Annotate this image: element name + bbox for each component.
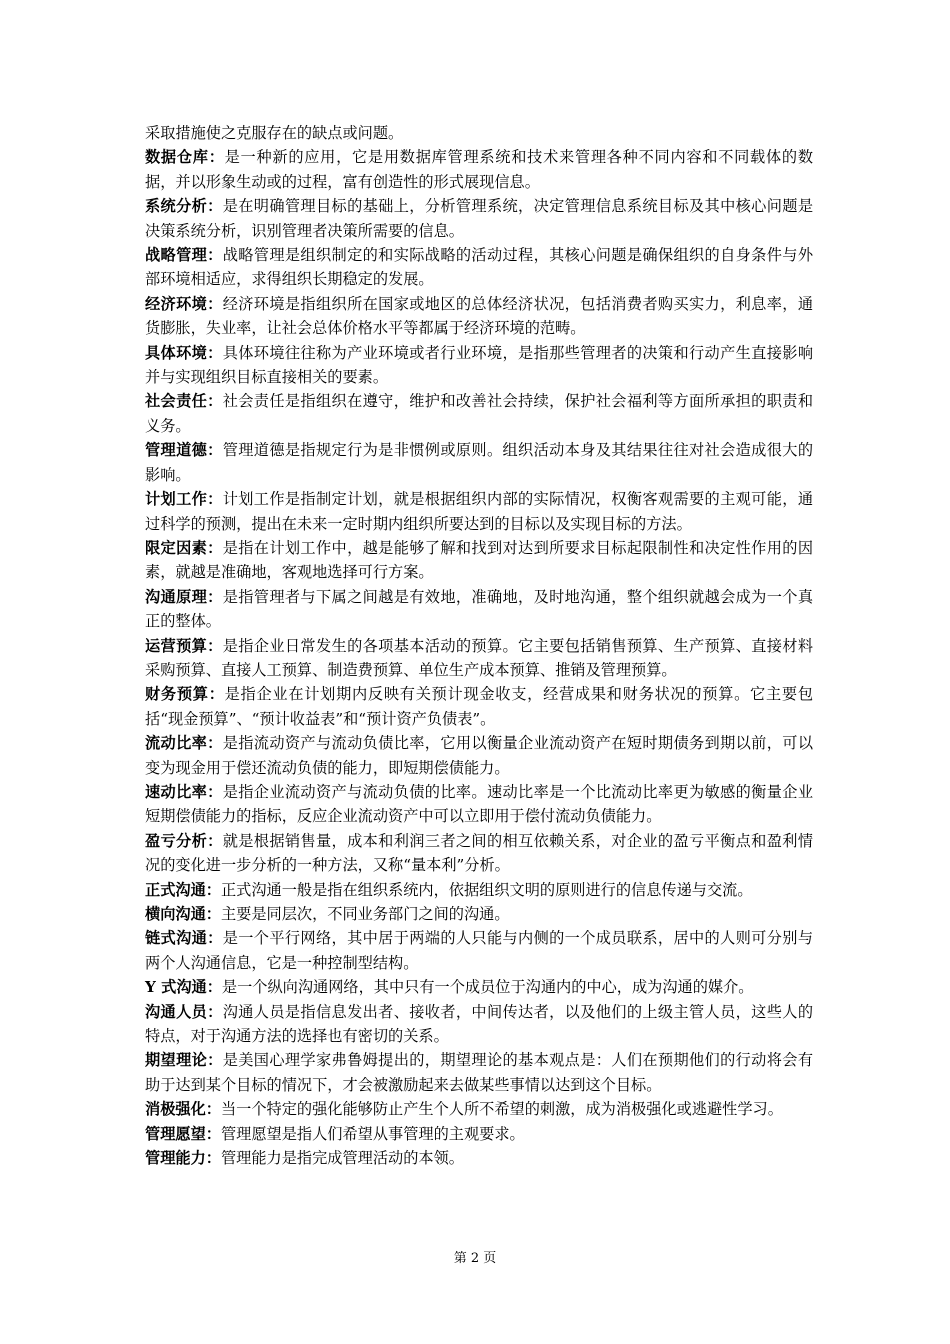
glossary-entry bbox=[145, 121, 813, 145]
glossary-definition: 管理愿望是指人们希望从事管理的主观要求。 bbox=[220, 1124, 525, 1143]
glossary-entry bbox=[145, 878, 813, 902]
glossary-definition: 采取措施使之克服存在的缺点或问题。 bbox=[145, 124, 404, 142]
glossary-term: 消极强化： bbox=[145, 1100, 221, 1119]
glossary-term: 计划工作： bbox=[145, 490, 223, 509]
glossary-term: 数据仓库： bbox=[145, 148, 225, 167]
glossary-term: 管理愿望： bbox=[145, 1124, 221, 1143]
glossary-term: 经济环境： bbox=[145, 294, 223, 313]
glossary-entry bbox=[145, 243, 813, 292]
glossary-definition: 是指在计划工作中，越是能够了解和找到对达到所要求目标起限制性和决定性作用的因素，就越是准确地，客观地选择可行方案。 bbox=[145, 538, 814, 582]
glossary-definition: 是在明确管理目标的基础上，分析管理系统，决定管理信息系统目标及其中核心问题是决策系统分析，识别管理者决策所需要的信息。 bbox=[145, 197, 814, 240]
glossary-definition: 就是根据销售量，成本和利润三者之间的相互依赖关系，对企业的盈亏平衡点和盈利情况的变化进一步分析的一种方法，又称“量本利”分析。 bbox=[145, 831, 814, 875]
glossary-entry bbox=[145, 536, 813, 585]
glossary-definition: 沟通人员是指信息发出者、接收者，中间传达者，以及他们的上级主管人员，这些人的特点，对于沟通方法的选择也有密切的关系。 bbox=[145, 1002, 814, 1046]
glossary-term: 正式沟通： bbox=[145, 880, 221, 899]
glossary-term: 运营预算： bbox=[145, 636, 223, 655]
glossary-entry bbox=[145, 902, 813, 926]
glossary-entry bbox=[145, 682, 813, 731]
glossary-definition: 是一个纵向沟通网络，其中只有一个成员位于沟通内的中心，成为沟通的媒介。 bbox=[221, 978, 754, 997]
glossary-term: 盈亏分析： bbox=[145, 831, 223, 850]
glossary-entry bbox=[145, 975, 813, 999]
glossary-term: Y 式沟通： bbox=[145, 978, 222, 997]
glossary-term: 管理能力： bbox=[145, 1149, 221, 1168]
glossary-definition: 社会责任是指组织在遵守，维护和改善社会持续，保护社会福利等方面所承担的职责和义务。 bbox=[145, 392, 814, 435]
glossary-term: 社会责任： bbox=[145, 392, 223, 411]
glossary-entry bbox=[145, 780, 813, 829]
glossary-entry bbox=[145, 487, 813, 536]
glossary-entry bbox=[145, 1048, 813, 1097]
glossary-entry bbox=[145, 829, 813, 878]
glossary-entry bbox=[145, 731, 813, 780]
glossary-term: 具体环境： bbox=[145, 343, 223, 362]
glossary-definition: 经济环境是指组织所在国家或地区的总体经济状况，包括消费者购买实力，利息率，通货膨胀，失业率，让社会总体价格水平等都属于经济环境的范畴。 bbox=[145, 294, 814, 338]
glossary-definition: 是一个平行网络，其中居于两端的人只能与内侧的一个成员联系，居中的人则可分别与两个人沟通信息，它是一种控制型结构。 bbox=[145, 929, 814, 972]
glossary-definition: 主要是同层次，不同业务部门之间的沟通。 bbox=[220, 905, 510, 923]
glossary-entry bbox=[145, 1122, 813, 1146]
glossary-term: 速动比率： bbox=[145, 782, 223, 801]
glossary-definition: 是指企业流动资产与流动负债的比率。速动比率是一个比流动比率更为敏感的衡量企业短期偿债能力的指标，反应企业流动资产中可以立即用于偿付流动负债能力。 bbox=[145, 782, 814, 826]
glossary-body bbox=[145, 121, 813, 1170]
glossary-term: 管理道德： bbox=[145, 441, 223, 460]
glossary-term: 流动比率： bbox=[145, 734, 223, 753]
glossary-definition: 战略管理是组织制定的和实际战略的活动过程，其核心问题是确保组织的自身条件与外部环境相适应，求得组织长期稳定的发展。 bbox=[145, 246, 814, 289]
glossary-entry bbox=[145, 145, 813, 194]
glossary-term: 沟通原理： bbox=[145, 587, 223, 606]
glossary-entry bbox=[145, 438, 813, 487]
glossary-definition: 管理道德是指规定行为是非惯例或原则。组织活动本身及其结果往往对社会造成很大的影响。 bbox=[145, 441, 814, 484]
glossary-term: 横向沟通： bbox=[145, 905, 221, 923]
glossary-definition: 是指企业在计划期内反映有关预计现金收支，经营成果和财务状况的预算。它主要包括“现金预算”、“预计收益表”和“预计资产负债表”。 bbox=[145, 685, 814, 728]
glossary-definition: 管理能力是指完成管理活动的本领。 bbox=[220, 1149, 464, 1168]
glossary-definition: 是指管理者与下属之间越是有效地，准确地，及时地沟通，整个组织就越会成为一个真正的整体。 bbox=[145, 587, 814, 631]
glossary-definition: 是指企业日常发生的各项基本活动的预算。它主要包括销售预算、生产预算、直接材料采购预算、直接人工预算、制造费预算、单位生产成本预算、推销及管理预算。 bbox=[145, 636, 814, 679]
glossary-term: 链式沟通： bbox=[145, 929, 223, 948]
glossary-definition: 具体环境往往称为产业环境或者行业环境，是指那些管理者的决策和行动产生直接影响并与实现组织目标直接相关的要素。 bbox=[145, 343, 814, 387]
glossary-definition: 当一个特定的强化能够防止产生个人所不希望的刺激，成为消极强化或逃避性学习。 bbox=[220, 1100, 783, 1119]
glossary-entry bbox=[145, 926, 813, 975]
glossary-entry bbox=[145, 634, 813, 683]
glossary-entry bbox=[145, 292, 813, 341]
glossary-entry bbox=[145, 194, 813, 243]
glossary-term: 战略管理： bbox=[145, 246, 223, 265]
glossary-term: 限定因素： bbox=[145, 538, 223, 557]
glossary-entry bbox=[145, 1146, 813, 1170]
glossary-definition: 计划工作是指制定计划，就是根据组织内部的实际情况，权衡客观需要的主观可能，通过科学的预测，提出在未来一定时期内组织所要达到的目标以及实现目标的方法。 bbox=[145, 490, 814, 533]
glossary-definition: 是美国心理学家弗鲁姆提出的，期望理论的基本观点是：人们在预期他们的行动将会有助于达到某个目标的情况下，才会被激励起来去做某些事情以达到这个目标。 bbox=[145, 1051, 814, 1094]
glossary-term: 系统分析： bbox=[145, 197, 223, 216]
page-number: 第 2 页 bbox=[453, 1251, 497, 1266]
glossary-definition: 是指流动资产与流动负债比率，它用以衡量企业流动资产在短时期债务到期以前，可以变为现金用于偿还流动负债的能力，即短期偿债能力。 bbox=[145, 734, 814, 777]
glossary-entry bbox=[145, 1097, 813, 1121]
glossary-definition: 正式沟通一般是指在组织系统内，依据组织文明的原则进行的信息传递与交流。 bbox=[220, 880, 753, 899]
glossary-definition: 是一种新的应用，它是用数据库管理系统和技术来管理各种不同内容和不同载体的数据，并以形象生动或的过程，富有创造性的形式展现信息。 bbox=[145, 148, 814, 191]
glossary-entry bbox=[145, 341, 813, 390]
glossary-term: 沟通人员： bbox=[145, 1002, 223, 1021]
glossary-entry bbox=[145, 1000, 813, 1049]
glossary-term: 财务预算： bbox=[145, 685, 225, 704]
glossary-entry bbox=[145, 389, 813, 438]
glossary-term: 期望理论： bbox=[145, 1051, 223, 1070]
glossary-entry bbox=[145, 585, 813, 634]
